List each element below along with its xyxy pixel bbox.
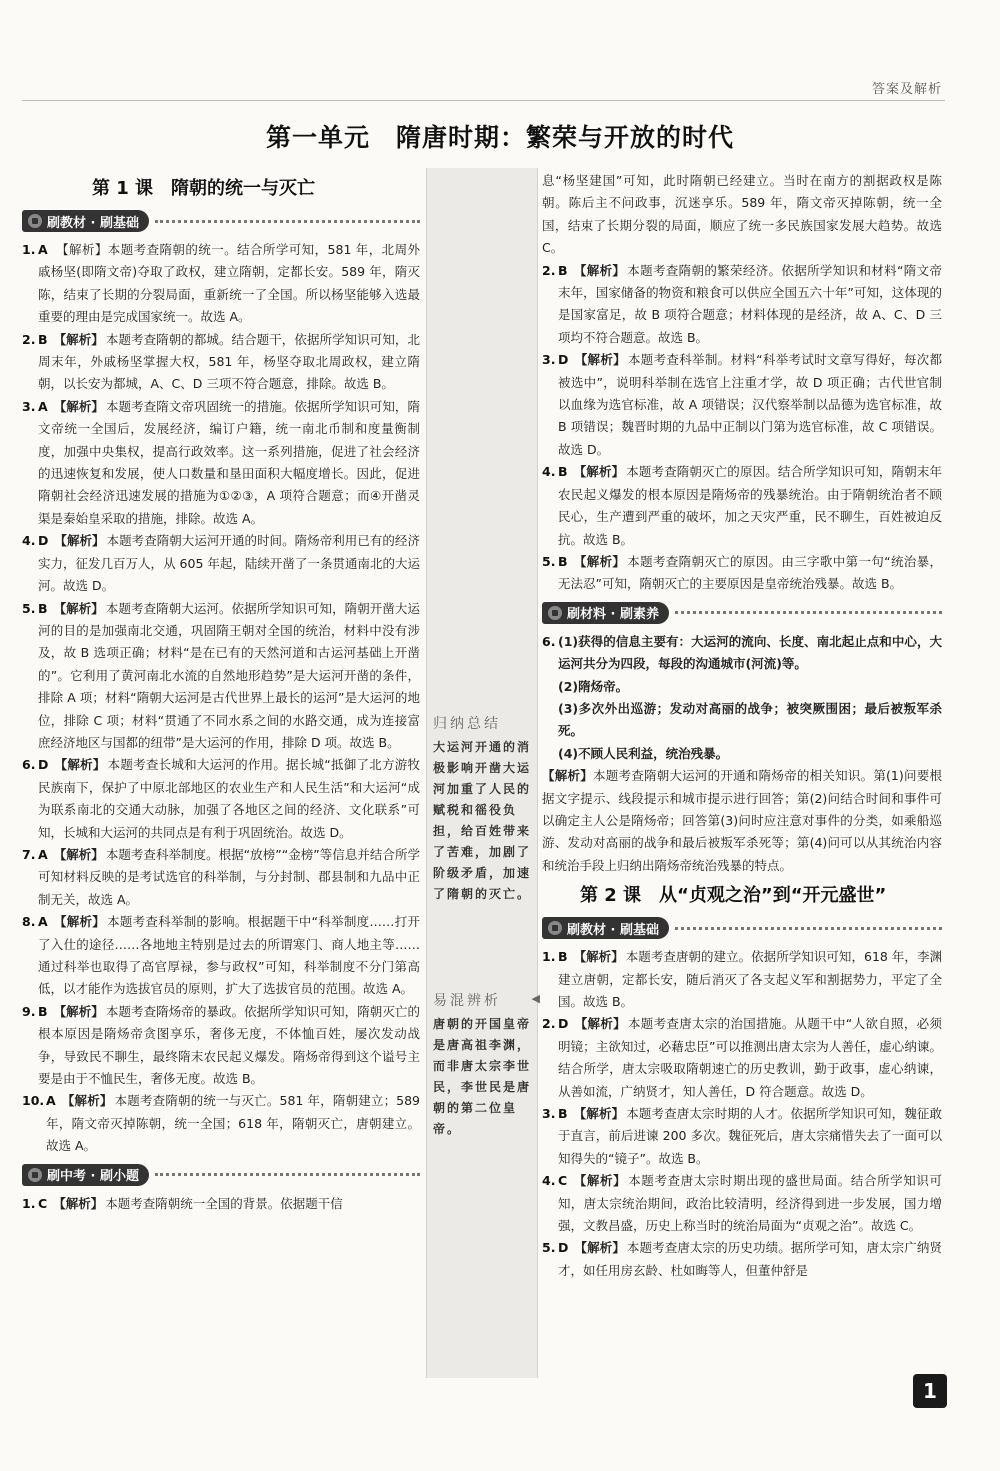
- answer-part: (1)获得的信息主要有：大运河的流向、长度、南北起止点和中心，大运河共分为四段，每段的沟通城市(河流)等。: [558, 633, 942, 672]
- dotted-divider: [155, 220, 420, 223]
- page-number: 1: [913, 1374, 947, 1408]
- left-column: [22, 168, 420, 1215]
- section-label: 刷教材 · 刷基础: [47, 215, 139, 231]
- section-label: 刷教材 · 刷基础: [567, 922, 659, 938]
- book-icon: [548, 921, 562, 935]
- analysis-text: 【解析】本题考查隋朝大运河的开通和隋炀帝的相关知识。第(1)问要根据文字提示、线段提示和城市提示进行回答；第(2)问结合时间和事件可以确定主人公是隋炀帝；回答第(3)问时应注意对事件的分类，如乘船巡游、发动对高丽的战争和最后被叛军杀死等；第(4)问可以从其统治内容和统治手段上归纳出隋炀帝统治残暴的特点。: [542, 768, 942, 873]
- dotted-divider: [675, 927, 942, 930]
- section-header-material: [542, 600, 942, 626]
- dotted-divider: [155, 1173, 420, 1176]
- answer-item: 10. A 【解析】 本题考查隋朝的统一与灭亡。581 年，隋朝建立；589 年，隋文帝灭掉陈朝，统一全国；618 年，隋朝灭亡，唐朝建立。故选 A。: [22, 1093, 420, 1154]
- section-label: 刷材料 · 刷素养: [567, 607, 659, 623]
- unit-title: 第一单元 隋唐时期：繁荣与开放的时代: [265, 123, 734, 152]
- answer-item-6: 6. (1)获得的信息主要有：大运河的流向、长度、南北起止点和中心，大运河共分为四段，每段的沟通城市(河流)等。 (2)隋炀帝。 (3)多次外出巡游；发动对高丽的战争；被突厥围困；最后被叛军杀死。 (4)不顾人民利益，统治残暴。: [542, 631, 942, 765]
- lesson-2-title: 第 2 课 从“贞观之治”到“开元盛世”: [580, 885, 887, 907]
- answer-list-left: [22, 239, 420, 1158]
- answer-item: 5. B 【解析】 本题考查隋朝大运河。依据所学知识可知，隋朝开凿大运河的目的是加强南北交通，巩固隋王朝对全国的统治，材料中没有涉及，故 B 选项正确；材料“是在已有的天然河道和古运河基础上开凿的”。它利用了黄河南北水流的自然地形趋势”是大运河开凿的条件，排除 A 项；材料“隋朝大运河是古代世界上最长的运河”是大运河的地位，排除 C 项；材料“贯通了不同水系之间的水路交通，成为连接富庶经济地区与国都的纽带”是大运河的作用，排除 D 项。故选 B。: [22, 600, 420, 750]
- confusion-note-text: 唐朝的开国皇帝是唐高祖李渊，而非唐太宗李世民，李世民是唐朝的第二位皇帝。: [433, 1017, 532, 1136]
- lesson-1-title: 第 1 课 隋朝的统一与灭亡: [92, 178, 316, 199]
- header-divider: [22, 100, 945, 101]
- header-label: 答案及解析: [871, 82, 942, 97]
- answer-item: 4. D 【解析】 本题考查隋朝大运河开通的时间。隋炀帝利用已有的经济实力，征发几百万人，从 605 年起，陆续开凿了一条贯通南北的大运河。故选 D。: [22, 533, 420, 594]
- confusion-note-title: 易混辨析: [433, 993, 501, 1009]
- answer-item: 2. D 【解析】 本题考查唐太宗的治国措施。从题干中“人欲自照，必须明镜；主欲知过，必藉忠臣”可以推测出唐太宗为人善任，虚心纳谏。结合所学，唐太宗吸取隋朝速亡的历史教训，勤于政事，虚心纳谏，从善如流，广纳贤才，知人善任，D 符合题意。故选 D。: [542, 1016, 942, 1099]
- answer-item: 1. A 【解析】本题考查隋朝的统一。结合所学可知，581 年，北周外戚杨坚(即隋文帝)夺取了政权，建立隋朝，定都长安。589 年，隋灭陈，结束了长期的分裂局面，重新统一了全国。所以杨坚能够入选最重要的理由是完成国家统一。故选 A。: [22, 242, 420, 325]
- answer-item: 9. B 【解析】 本题考查隋炀帝的暴政。依据所学知识可知，隋朝灭亡的根本原因是隋炀帝贪图享乐，奢侈无度，不体恤百姓，屡次发动战争，导致民不聊生，最终隋末农民起义爆发。隋炀帝得到这个谥号主要是由于不恤民生，奢侈无度。故选 B。: [22, 1003, 420, 1087]
- answer-item: 6. D 【解析】 本题考查长城和大运河的作用。据长城“抵御了北方游牧民族南下，保护了中原北部地区的农业生产和人民生活”和大运河“成为联系南北的交通大动脉，加强了各地区之间的经济、文化联系”可知，长城和大运河的共同点是有利于巩固统治。故选 D。: [22, 757, 420, 840]
- answer-item: 3. D 【解析】 本题考查科举制。材料“科举考试时文章写得好，每次都被选中”，说明科举制在选官上注重才学，故 D 项正确；古代世官制以血缘为选官标准，故 A 项错误；汉代察举制以品德为选官标准，故 B 项错误；魏晋时期的九品中正制以门第为选官标准，故 C 项错误。故选 D。: [542, 352, 942, 457]
- book-icon: [28, 214, 42, 228]
- answer-item: 4. B 【解析】 本题考查隋朝灭亡的原因。结合所学知识可知，隋朝末年农民起义爆发的根本原因是隋炀帝的残暴统治。由于隋朝统治者不顾民心，生产遭到严重的破坏，加之天灾严重，民不聊生，百姓被迫反抗。故选 B。: [542, 464, 942, 547]
- answer-item: 7. A 【解析】 本题考查科举制度。根据“放榜”“金榜”等信息并结合所学可知材料反映的是考试选官的科举制，与分封制、郡县制和九品中正制无关，故选 A。: [22, 846, 420, 907]
- answer-part: (2)隋炀帝。: [558, 678, 629, 694]
- dotted-divider: [675, 611, 942, 614]
- confusion-note: [433, 990, 543, 1140]
- section-header-exam: [22, 1162, 420, 1188]
- summary-note-text: 大运河开通的消极影响开凿大运河加重了人民的赋税和徭役负担，给百姓带来了苦难，加剧了阶级矛盾，加速了隋朝的灭亡。: [433, 740, 532, 901]
- summary-note: [433, 713, 531, 905]
- section-header-basic-2: [542, 915, 942, 941]
- continued-text: 息“杨坚建国”可知，此时隋朝已经建立。当时在南方的割据政权是陈朝。陈后主不问政事，沉迷享乐。589 年，隋文帝灭掉陈朝，统一全国，结束了长期分裂的局面，顺应了统一多民族国家发展大趋势。故选 C。: [542, 173, 942, 256]
- answer-item: 2. B 【解析】 本题考查隋朝的都城。结合题干，依据所学知识可知，北周末年，外戚杨坚掌握大权，581 年，杨坚夺取北周政权，建立隋朝，以长安为都城，A、C、D 三项不符合题意，排除。故选 B。: [22, 331, 420, 392]
- answer-item: 5. D 【解析】 本题考查唐太宗的历史功绩。据所学可知，唐太宗广纳贤才，如任用房玄龄、杜如晦等人，但董仲舒是: [542, 1240, 942, 1278]
- answer-item: 1. C 【解析】 本题考查隋朝统一全国的背景。依据题干信: [22, 1195, 343, 1211]
- side-notes-column: [426, 168, 543, 1378]
- answer-part: (3)多次外出巡游；发动对高丽的战争；被突厥围困；最后被叛军杀死。: [558, 700, 942, 739]
- right-column: [542, 170, 942, 1282]
- answer-part: (4)不顾人民利益，统治残暴。: [558, 745, 729, 761]
- answer-item: 2. B 【解析】 本题考查隋朝的繁荣经济。依据所学知识和材料“隋文帝末年，国家储备的物资和粮食可以供应全国五六十年”可知，这体现的是国家富足，故 B 项符合题意；材料体现的是经济，故 A、C、D 三项均不符合题意。故选 B。: [542, 262, 942, 345]
- book-icon: [28, 1168, 42, 1182]
- summary-note-title: 归纳总结: [433, 716, 501, 732]
- answer-item: 3. A 【解析】 本题考查隋文帝巩固统一的措施。依据所学知识可知，隋文帝统一全国后，发展经济，编订户籍，统一南北币制和度量衡制度，加强中央集权，提高行政效率。这一系列措施，促进了社会经济的迅速恢复和发展，使人口数量和垦田面积大幅度增长。因此，促进隋朝社会经济迅速发展的措施为①②③，A 项符合题意；而④开凿灵渠是秦始皇采取的措施，排除。故选 A。: [22, 398, 420, 526]
- section-header-basic: [22, 208, 420, 234]
- arrow-left-icon: ◀: [531, 992, 543, 1005]
- answer-item: 5. B 【解析】 本题考查隋朝灭亡的原因。由三字歌中第一句“统治暴，无法忍”可知，隋朝灭亡的主要原因是皇帝统治残暴。故选 B。: [542, 553, 942, 592]
- section-label: 刷中考 · 刷小题: [47, 1169, 139, 1185]
- book-icon: [548, 606, 562, 620]
- answer-item: 3. B 【解析】 本题考查唐太宗时期的人才。依据所学知识可知，魏征敢于直言，前后进谏 200 多次。魏征死后，唐太宗痛惜失去了一面可以知得失的“镜子”。故选 B。: [542, 1106, 942, 1166]
- answer-item: 8. A 【解析】 本题考查科举制的影响。根据题干中“科举制度……打开了入仕的途径……各地地主特别是过去的所谓寒门、商人地主等……通过科举也取得了高官厚禄，参与政权”可知，科举制度不分门第高低，以才能作为选拔官员的原则，扩大了选拔官员的范围。故选 A。: [22, 914, 420, 997]
- answer-item: 1. B 【解析】 本题考查唐朝的建立。依据所学知识可知，618 年，李渊建立唐朝，定都长安，随后消灭了各支起义军和割据势力，平定了全国。故选 B。: [542, 949, 942, 1009]
- answer-item: 4. C 【解析】 本题考查唐太宗时期出现的盛世局面。结合所学知识可知，唐太宗统治期间，政治比较清明，经济得到进一步发展，国力增强，文教昌盛，历史上称当时的统治局面为“贞观之治”。故选 C。: [542, 1173, 942, 1234]
